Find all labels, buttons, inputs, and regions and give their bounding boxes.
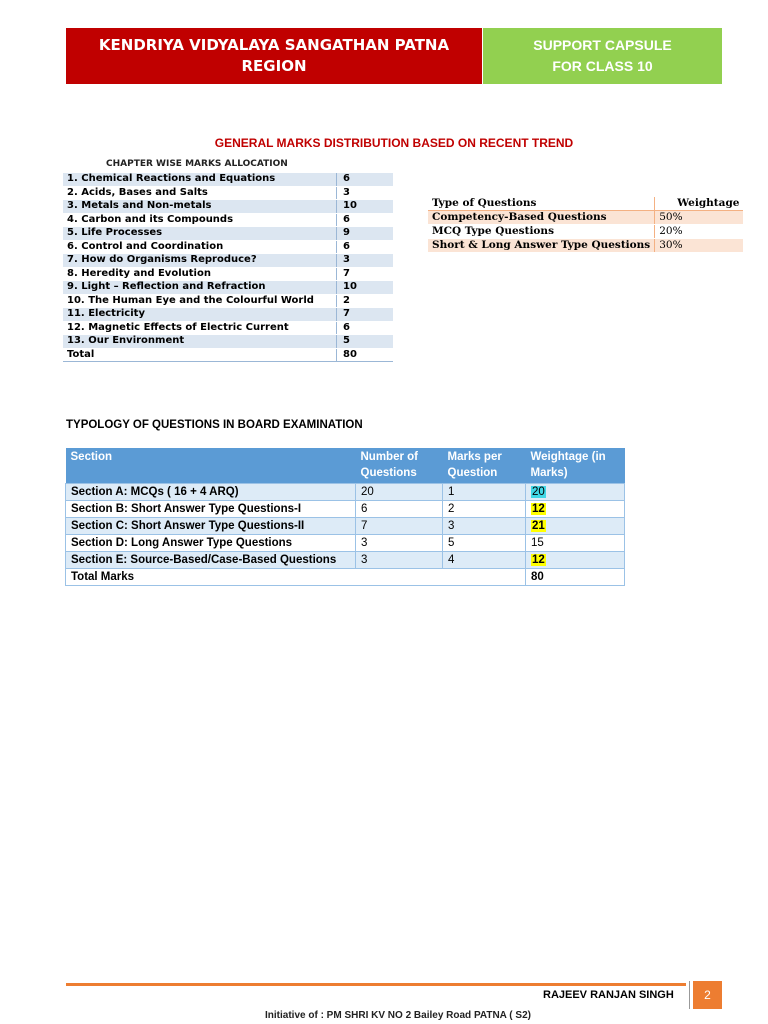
weightage-cell [526, 501, 625, 518]
table-row [63, 240, 393, 254]
table-row [428, 211, 743, 225]
header-weightage: Weightage [655, 197, 744, 211]
header-capsule-banner [483, 28, 722, 84]
chapter-marks: 3 [337, 254, 394, 268]
header-number-of-questions: Number of Questions [356, 448, 443, 484]
chapter-marks-table [63, 173, 393, 362]
question-weightage: 50% [655, 211, 744, 225]
chapter-name: 8. Heredity and Evolution [63, 267, 337, 281]
table-row [63, 281, 393, 295]
table-total-row [66, 569, 625, 586]
table-row [66, 501, 625, 518]
table-total-row [63, 348, 393, 362]
chapter-marks: 6 [337, 173, 394, 186]
chapter-marks: 6 [337, 240, 394, 254]
table-row [66, 484, 625, 501]
chapter-marks: 6 [337, 321, 394, 335]
chapter-name: 7. How do Organisms Reproduce? [63, 254, 337, 268]
marks-per-question: 4 [443, 552, 526, 569]
table-row [63, 267, 393, 281]
table-row [63, 227, 393, 241]
page-title: GENERAL MARKS DISTRIBUTION BASED ON RECENT TREND [214, 136, 574, 150]
footer-initiative: Initiative of : PM SHRI KV NO 2 Bailey Road PATNA ( S2) [265, 1010, 531, 1021]
chapter-marks: 10 [337, 200, 394, 214]
table-row [63, 321, 393, 335]
chapter-marks: 7 [337, 308, 394, 322]
weightage-value: 21 [532, 520, 545, 532]
marks-per-question: 2 [443, 501, 526, 518]
chapter-total-marks: 80 [337, 348, 394, 362]
chapter-marks: 7 [337, 267, 394, 281]
table-row [63, 308, 393, 322]
number-of-questions: 3 [356, 552, 443, 569]
weightage-value: 12 [532, 503, 545, 515]
section-name: Section D: Long Answer Type Questions [66, 535, 356, 552]
chapter-marks: 10 [337, 281, 394, 295]
chapter-marks: 3 [337, 186, 394, 200]
total-marks-label: Total Marks [66, 569, 526, 586]
number-of-questions: 3 [356, 535, 443, 552]
weightage-cell [526, 484, 625, 501]
marks-per-question: 1 [443, 484, 526, 501]
section-name: Section E: Source-Based/Case-Based Questions [66, 552, 356, 569]
table-row [66, 552, 625, 569]
table-header-row [428, 197, 743, 211]
header-type-of-questions: Type of Questions [428, 197, 655, 211]
weightage-cell [526, 518, 625, 535]
question-type: Short & Long Answer Type Questions [428, 239, 655, 253]
chapter-name: 12. Magnetic Effects of Electric Current [63, 321, 337, 335]
chapter-name: 5. Life Processes [63, 227, 337, 241]
section-name: Section B: Short Answer Type Questions-I [66, 501, 356, 518]
table-row [66, 518, 625, 535]
header-section: Section [66, 448, 356, 484]
number-of-questions: 20 [356, 484, 443, 501]
question-weightage: 30% [655, 239, 744, 253]
chapter-name: 4. Carbon and its Compounds [63, 213, 337, 227]
weightage-value: 12 [532, 554, 545, 566]
section-name: Section C: Short Answer Type Questions-II [66, 518, 356, 535]
chapter-marks: 2 [337, 294, 394, 308]
marks-per-question: 3 [443, 518, 526, 535]
chapter-name: 9. Light – Reflection and Refraction [63, 281, 337, 295]
number-of-questions: 6 [356, 501, 443, 518]
chapter-name: 3. Metals and Non-metals [63, 200, 337, 214]
table-row [63, 213, 393, 227]
table-row [63, 335, 393, 349]
chapter-name: 10. The Human Eye and the Colourful World [63, 294, 337, 308]
chapter-name: 6. Control and Coordination [63, 240, 337, 254]
footer-author: RAJEEV RANJAN SINGH [543, 989, 674, 1001]
header-capsule-title: SUPPORT CAPSULE FOR CLASS 10 [533, 37, 672, 74]
table-row [428, 239, 743, 253]
footer-divider [66, 983, 686, 986]
marks-per-question: 5 [443, 535, 526, 552]
chapter-table-caption: CHAPTER WISE MARKS ALLOCATION [106, 159, 288, 169]
table-row [66, 535, 625, 552]
question-type-weightage-table [428, 197, 743, 253]
chapter-marks: 5 [337, 335, 394, 349]
chapter-name: 1. Chemical Reactions and Equations [63, 173, 337, 186]
chapter-total-label: Total [63, 348, 337, 362]
question-type: Competency-Based Questions [428, 211, 655, 225]
footer-separator [689, 981, 690, 1009]
question-type: MCQ Type Questions [428, 225, 655, 239]
weightage-value: 20 [532, 486, 545, 498]
table-row [63, 200, 393, 214]
table-row [428, 225, 743, 239]
page-number: 2 [693, 981, 722, 1009]
table-header-row [66, 448, 625, 484]
typology-title: TYPOLOGY OF QUESTIONS IN BOARD EXAMINATION [66, 419, 363, 431]
question-weightage: 20% [655, 225, 744, 239]
table-row [63, 173, 393, 186]
table-row [63, 254, 393, 268]
header-region-title: KENDRIYA VIDYALAYA SANGATHAN PATNA REGION [98, 36, 450, 75]
chapter-name: 13. Our Environment [63, 335, 337, 349]
section-name: Section A: MCQs ( 16 + 4 ARQ) [66, 484, 356, 501]
header-weightage-in-marks: Weightage (in Marks) [526, 448, 625, 484]
chapter-marks: 6 [337, 213, 394, 227]
header-marks-per-question: Marks per Question [443, 448, 526, 484]
typology-table [65, 448, 625, 586]
total-marks-value: 80 [526, 569, 625, 586]
table-row [63, 186, 393, 200]
chapter-name: 2. Acids, Bases and Salts [63, 186, 337, 200]
chapter-marks: 9 [337, 227, 394, 241]
chapter-name: 11. Electricity [63, 308, 337, 322]
table-row [63, 294, 393, 308]
header-region-banner [66, 28, 482, 84]
weightage-cell [526, 552, 625, 569]
number-of-questions: 7 [356, 518, 443, 535]
weightage-value: 15 [526, 535, 625, 552]
